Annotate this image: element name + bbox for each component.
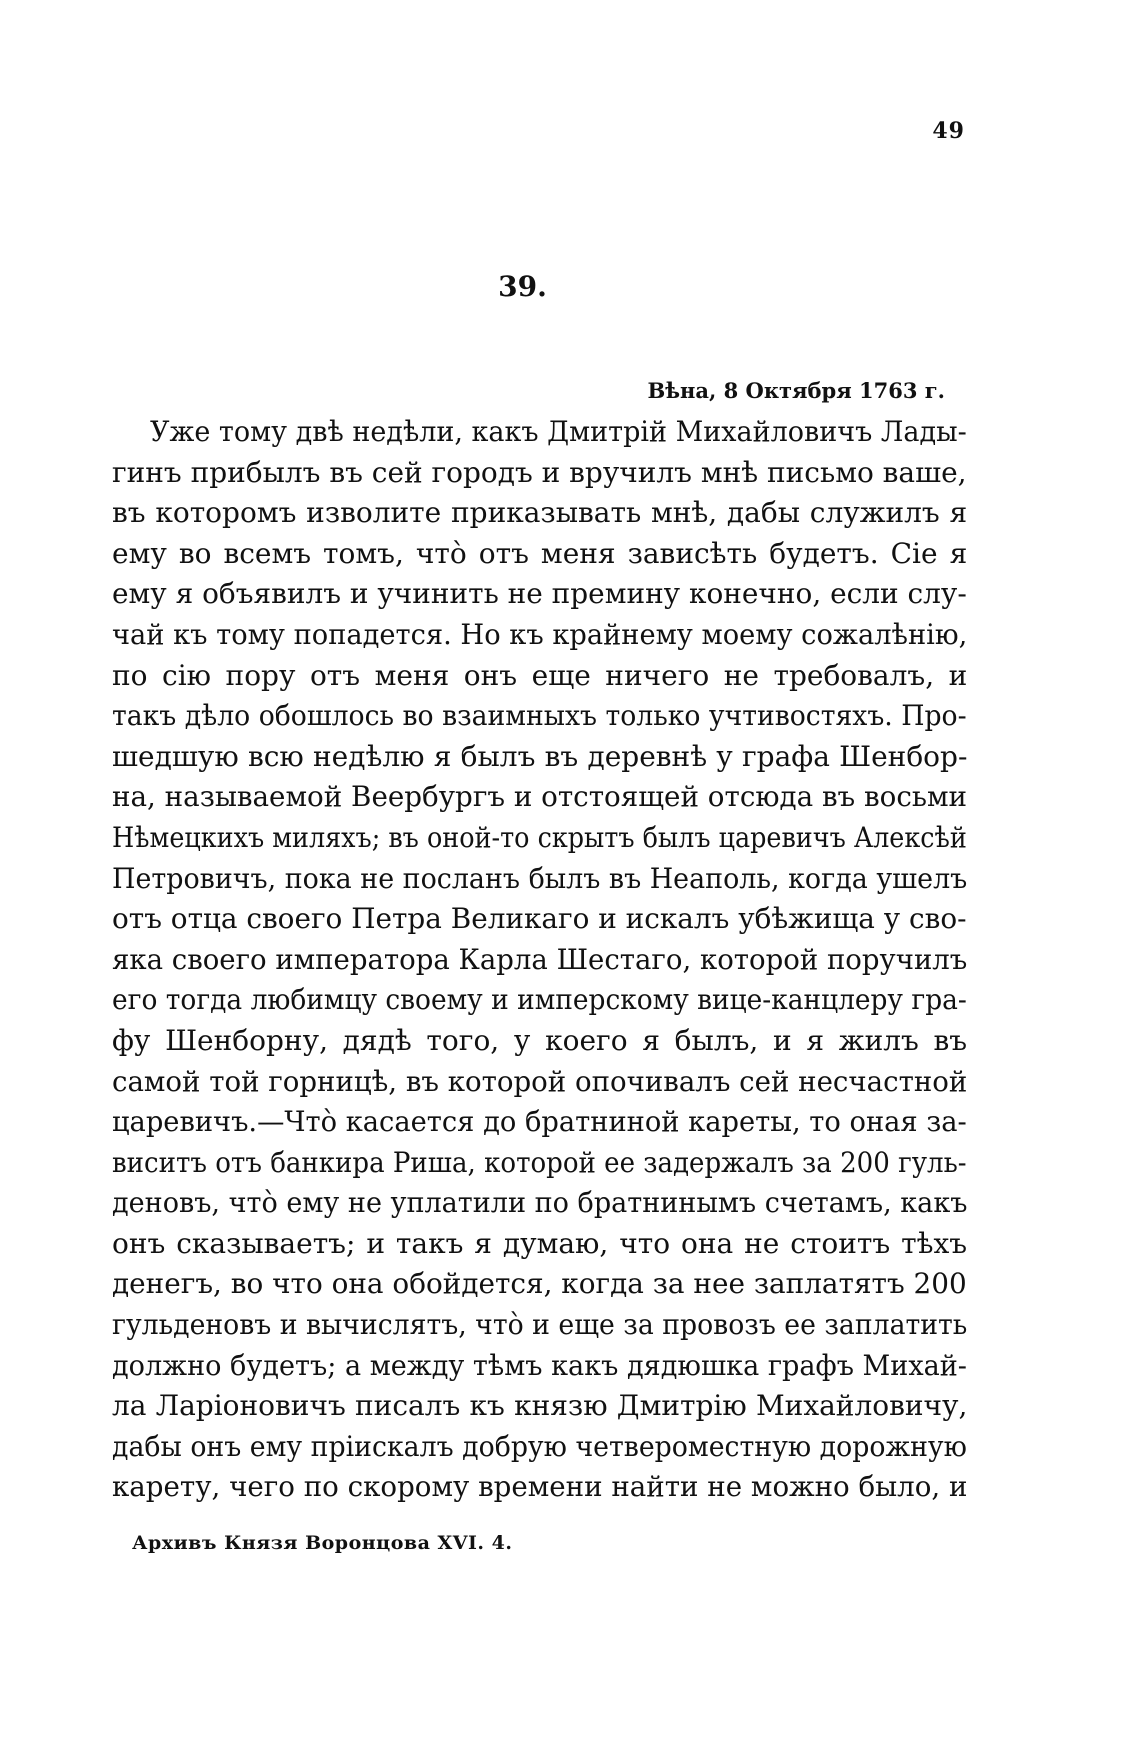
- text-line: деновъ, что̀ ему не уплатили по братнинымъ счетамъ, какъ: [112, 1186, 968, 1220]
- text-line: самой той горницѣ, въ которой опочивалъ сей несчастной: [112, 1064, 968, 1098]
- archive-footer: Архивъ Князя Воронцова XVI. 4.: [132, 1532, 513, 1554]
- text-line: яка своего императора Карла Шестаго, которой поручилъ: [112, 942, 968, 976]
- text-line: онъ сказываетъ; и такъ я думаю, что она не стоитъ тѣхъ: [112, 1226, 968, 1260]
- text-line: по сію пору отъ меня онъ еще ничего не требовалъ, и: [112, 658, 968, 692]
- text-line: его тогда любимцу своему и имперскому вице-канцлеру гра-: [112, 983, 967, 1017]
- text-line: такъ дѣло обошлось во взаимныхъ только учтивостяхъ. Про-: [112, 699, 967, 733]
- text-line: гинъ прибылъ въ сей городъ и вручилъ мнѣ письмо ваше,: [112, 455, 967, 489]
- letter-place-date: Вѣна, 8 Октября 1763 г.: [647, 378, 945, 403]
- text-line: дабы онъ ему пріискалъ добрую четвероместную дорожную: [112, 1429, 967, 1463]
- text-line: должно будетъ; а между тѣмъ какъ дядюшка графъ Михай-: [112, 1348, 967, 1382]
- text-line: ему я объявилъ и учинить не премину конечно, если слу-: [112, 577, 967, 611]
- text-line: въ которомъ изволите приказывать мнѣ, дабы служилъ я: [112, 496, 968, 530]
- page-number: 49: [932, 118, 965, 144]
- document-number: 39.: [498, 270, 547, 303]
- text-line: ему во всемъ томъ, что̀ отъ меня зависѣть будетъ. Сіе я: [112, 536, 968, 570]
- text-line: царевичъ.—Что̀ касается до братниной кареты, то оная за-: [112, 1105, 967, 1139]
- text-line: денегъ, во что она обойдется, когда за нее заплатятъ 200: [112, 1267, 967, 1301]
- text-line: Уже тому двѣ недѣли, какъ Дмитрій Михайловичъ Лады-: [150, 415, 967, 448]
- text-line: чай къ тому попадется. Но къ крайнему моему сожалѣнію,: [112, 617, 968, 651]
- text-line: карету, чего по скорому времени найти не можно было, и: [112, 1470, 968, 1504]
- text-line: гульденовъ и вычислятъ, что̀ и еще за провозъ ее заплатить: [112, 1308, 968, 1342]
- text-line: Нѣмецкихъ миляхъ; въ оной-то скрытъ былъ царевичъ Алексѣй: [112, 820, 967, 854]
- text-line: на, называемой Веербургъ и отстоящей отсюда въ восьми: [112, 780, 968, 814]
- text-line: шедшую всю недѣлю я былъ въ деревнѣ у графа Шенбор-: [112, 739, 968, 773]
- text-line: Петровичъ, пока не посланъ былъ въ Неаполь, когда ушелъ: [112, 861, 968, 895]
- text-line: виситъ отъ банкира Риша, которой ее задержалъ за 200 гуль-: [112, 1145, 967, 1179]
- text-line: отъ отца своего Петра Великаго и искалъ убѣжища у сво-: [112, 902, 967, 936]
- text-line: ла Ларіоновичъ писалъ къ князю Дмитрію Михайловичу,: [112, 1389, 968, 1423]
- letter-body: [112, 412, 967, 1508]
- text-line: фу Шенборну, дядѣ того, у коего я былъ, и я жилъ въ: [112, 1023, 968, 1057]
